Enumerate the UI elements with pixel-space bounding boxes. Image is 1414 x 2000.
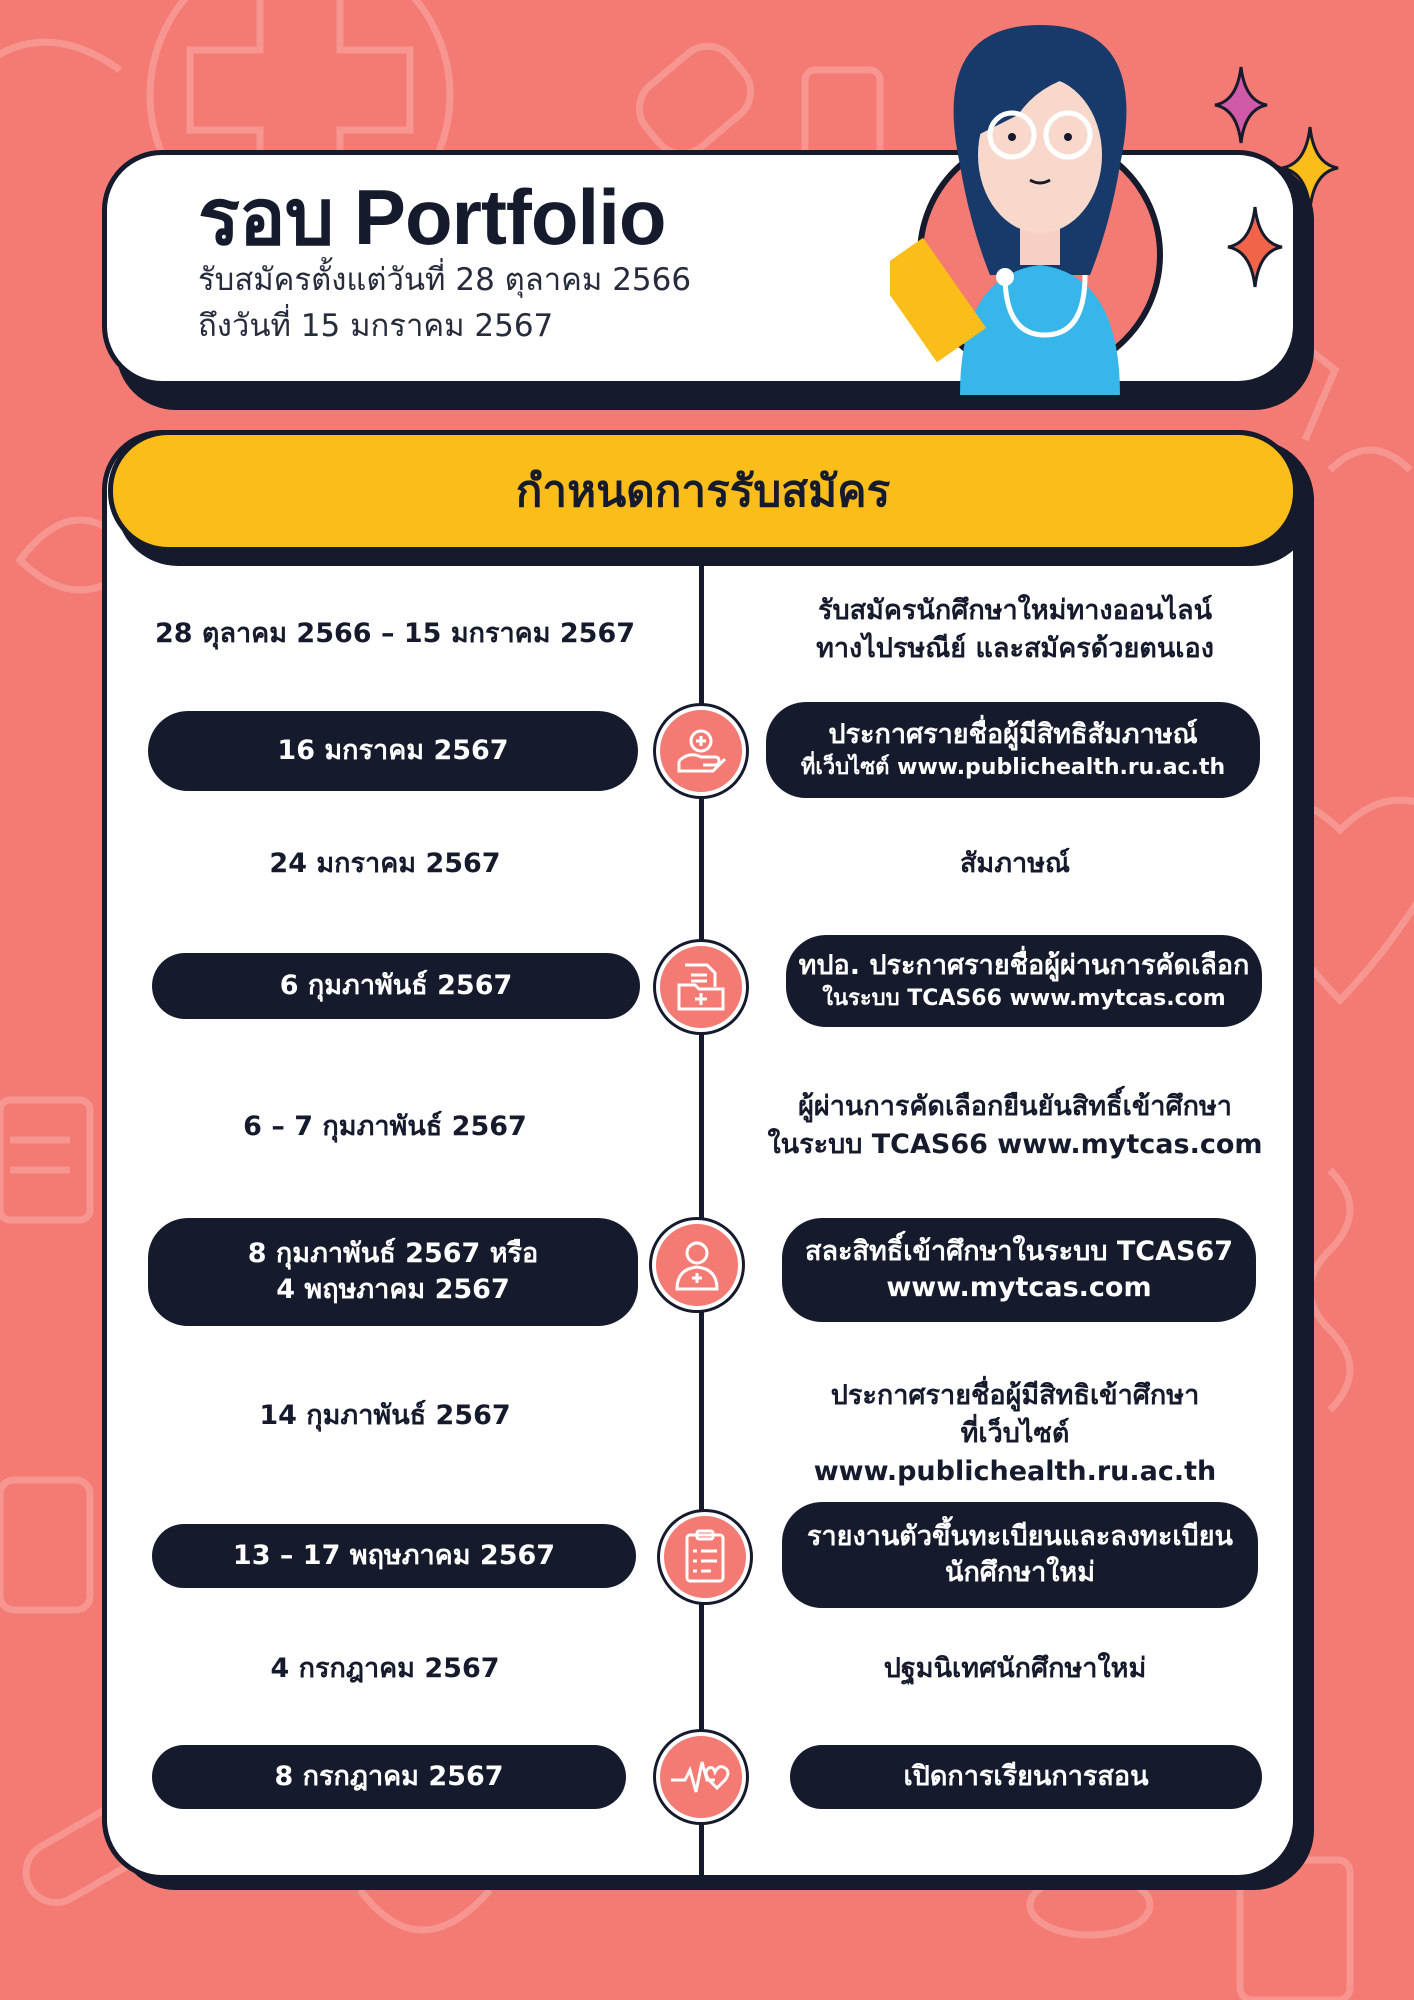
schedule-event-pill [782, 1502, 1258, 1608]
timeline-node [656, 706, 746, 796]
event-line: ที่เว็บไซต์ www.publichealth.ru.ac.th [813, 1417, 1217, 1487]
schedule-event [760, 592, 1270, 668]
event-line: ทางไปรษณีย์ และสมัครด้วยตนเอง [816, 632, 1214, 664]
schedule-date: 4 กรกฎาคม 2567 [270, 1653, 500, 1684]
sparkle-icon [1280, 125, 1340, 211]
schedule-date: 6 – 7 กุมภาพันธ์ 2567 [243, 1111, 527, 1142]
timeline-node [656, 942, 746, 1032]
event-line: ที่เว็บไซต์ www.publichealth.ru.ac.th [800, 755, 1226, 781]
doctor-illustration [890, 15, 1190, 395]
schedule-event: สัมภาษณ์ [959, 848, 1071, 879]
schedule-banner: กำหนดการรับสมัคร [108, 430, 1298, 552]
sparkle-icon [1213, 65, 1269, 145]
clipboard-icon [675, 1527, 735, 1587]
date-line: 4 พฤษภาคม 2567 [276, 1274, 510, 1305]
event-line: รายงานตัวขึ้นทะเบียนและลงทะเบียน [807, 1520, 1233, 1552]
date-line: 8 กุมภาพันธ์ 2567 หรือ [247, 1237, 539, 1269]
event-line: นักศึกษาใหม่ [944, 1557, 1096, 1588]
page-title: รอบ Portfolio [198, 173, 666, 261]
schedule-date: 14 กุมภาพันธ์ 2567 [259, 1400, 511, 1431]
schedule-date-pill: 13 – 17 พฤษภาคม 2567 [152, 1524, 636, 1588]
schedule-date-pill: 8 กรกฎาคม 2567 [152, 1745, 626, 1809]
schedule-event-pill [766, 702, 1260, 798]
event-line: ประกาศรายชื่อผู้มีสิทธิสัมภาษณ์ [828, 718, 1198, 750]
hand-medical-icon [671, 721, 731, 781]
heartbeat-icon [669, 1752, 733, 1802]
sparkle-icon [1226, 205, 1284, 289]
header-subtitle-end: ถึงวันที่ 15 มกราคม 2567 [198, 308, 554, 344]
schedule-event-pill [786, 935, 1262, 1027]
event-line: ในระบบ TCAS66 www.mytcas.com [767, 1128, 1263, 1160]
schedule-date-pill [148, 1218, 638, 1326]
header-subtitle-start: รับสมัครตั้งแต่วันที่ 28 ตุลาคม 2566 [198, 262, 692, 298]
medical-folder-icon [671, 957, 731, 1017]
event-line: รับสมัครนักศึกษาใหม่ทางออนไลน์ [817, 595, 1213, 626]
doctor-icon [667, 1235, 727, 1295]
schedule-date-pill: 16 มกราคม 2567 [148, 711, 638, 791]
schedule-event [760, 1377, 1270, 1490]
event-line: ประกาศรายชื่อผู้มีสิทธิเข้าศึกษา [830, 1380, 1200, 1411]
timeline-node [656, 1732, 746, 1822]
event-line: www.mytcas.com [886, 1272, 1152, 1303]
schedule-event-pill: เปิดการเรียนการสอน [790, 1745, 1262, 1809]
schedule-date: 28 ตุลาคม 2566 – 15 มกราคม 2567 [154, 618, 636, 649]
event-line: ผู้ผ่านการคัดเลือกยืนยันสิทธิ์เข้าศึกษา [798, 1091, 1232, 1122]
schedule-date: 24 มกราคม 2567 [269, 848, 501, 879]
schedule-event-pill [782, 1218, 1256, 1322]
schedule-date-pill: 6 กุมภาพันธ์ 2567 [152, 953, 640, 1019]
event-line: สละสิทธิ์เข้าศึกษาในระบบ TCAS67 [804, 1235, 1234, 1267]
schedule-event: ปฐมนิเทศนักศึกษาใหม่ [883, 1653, 1147, 1684]
event-line: ทปอ. ประกาศรายชื่อผู้ผ่านการคัดเลือก [798, 949, 1250, 981]
event-line: ในระบบ TCAS66 www.mytcas.com [822, 986, 1226, 1012]
schedule-event [760, 1088, 1270, 1164]
timeline-node [660, 1512, 750, 1602]
timeline-node [652, 1220, 742, 1310]
